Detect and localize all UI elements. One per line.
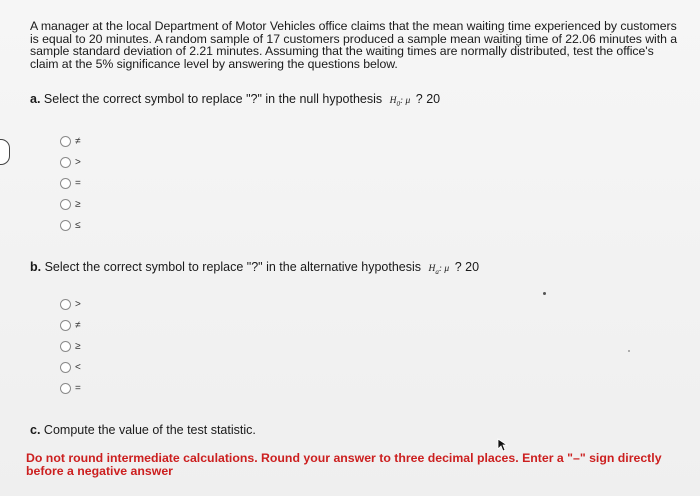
radio-button[interactable] [60, 383, 71, 394]
mouse-cursor-icon [497, 438, 509, 452]
alternative-hypothesis-value: ? 20 [454, 260, 480, 274]
option-a-greater-equal[interactable]: ≥ [60, 194, 81, 215]
radio-button[interactable] [60, 362, 71, 373]
part-a-prompt: Select the correct symbol to replace "?" in the null hypothesis [43, 92, 383, 106]
part-b-prompt: Select the correct symbol to replace "?" in the alternative hypothesis [44, 260, 422, 274]
stray-mark [543, 292, 546, 295]
part-a-options [60, 131, 81, 236]
part-b-question [30, 260, 479, 276]
side-panel-tab[interactable] [0, 139, 10, 165]
part-c-label: c. [30, 423, 41, 437]
option-b-less[interactable]: < [60, 357, 81, 378]
radio-button[interactable] [60, 136, 71, 147]
option-a-less-equal[interactable]: ≤ [60, 215, 81, 236]
part-a-question [30, 92, 440, 108]
radio-button[interactable] [60, 220, 71, 231]
option-b-equal[interactable]: = [60, 378, 81, 399]
radio-button[interactable] [60, 178, 71, 189]
option-b-greater-equal[interactable]: ≥ [60, 336, 81, 357]
option-b-not-equal[interactable]: ≠ [60, 315, 81, 336]
radio-button[interactable] [60, 157, 71, 168]
radio-button[interactable] [60, 341, 71, 352]
part-b-label: b. [30, 260, 42, 274]
option-a-equal[interactable]: = [60, 173, 81, 194]
radio-button[interactable] [60, 320, 71, 331]
problem-statement: A manager at the local Department of Motor Vehicles office claims that the mean waiting time experienced by customers is equal to 20 minutes. A random sample of 17 customers produced a sample mean waiting time of 22.06 minutes with a sample standard deviation of 2.21 minutes. Assuming that the waiting times are normally distributed, test the office's claim at the 5% significance level by answering the questions below. [30, 19, 678, 71]
stray-mark [628, 350, 630, 352]
null-hypothesis-value: ? 20 [415, 92, 441, 106]
option-a-not-equal[interactable]: ≠ [60, 131, 81, 152]
part-c-prompt: Compute the value of the test statistic. [43, 423, 256, 437]
radio-button[interactable] [60, 299, 71, 310]
part-c-question [30, 423, 256, 437]
part-a-label: a. [30, 92, 41, 106]
part-b-options [60, 294, 81, 399]
radio-button[interactable] [60, 199, 71, 210]
alternative-hypothesis: $H_a$: μ [428, 264, 450, 276]
option-a-greater[interactable]: > [60, 152, 81, 173]
option-b-greater[interactable]: > [60, 294, 81, 315]
null-hypothesis: $H_0$: μ [389, 96, 411, 108]
rounding-instruction: Do not round intermediate calculations. Round your answer to three decimal places. Enter a "–" sign directly before a negative answer [26, 451, 662, 478]
